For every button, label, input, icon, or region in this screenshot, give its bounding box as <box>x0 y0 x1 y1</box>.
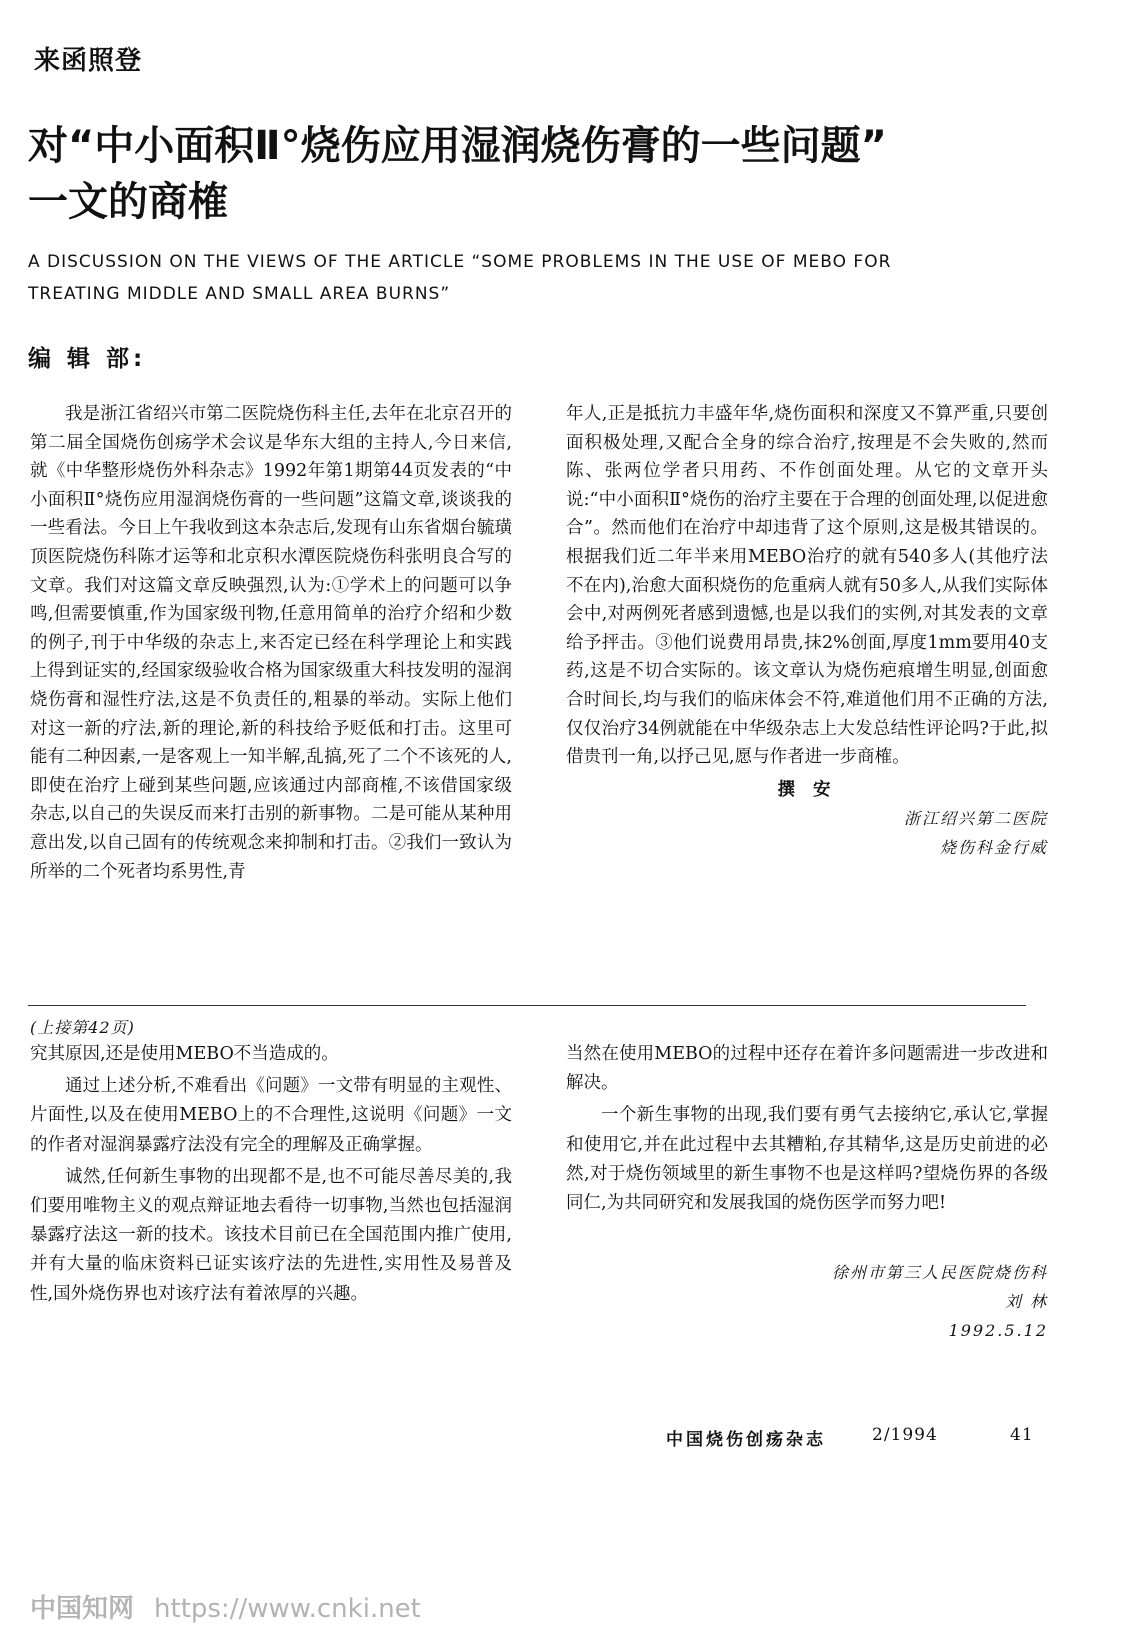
article-title-line2: 一文的商榷 <box>28 179 228 225</box>
cnki-url: https://www.cnki.net <box>154 1594 421 1624</box>
cnki-logo: 中国知网 <box>30 1594 135 1624</box>
letter2-right-column <box>566 1040 1048 1345</box>
english-title <box>28 246 1118 310</box>
addressee: 编 辑 部: <box>28 346 147 372</box>
english-title-line1: A DISCUSSION ON THE VIEWS OF THE ARTICLE “SOME PROBLEMS IN THE USE OF MEBO FOR <box>28 252 892 272</box>
letter2-date: 1992.5.12 <box>948 1321 1048 1341</box>
letter2-signature-author: 刘 林 <box>1004 1292 1048 1312</box>
letter1-right-paragraph: 年人,正是抵抗力丰盛年华,烧伤面积和深度又不算严重,只要创面积极处理,又配合全身的综合治疗,按理是不会失败的,然而陈、张两位学者只用药、不作创面处理。从它的文章开头说:“中小面积Ⅱ°烧伤的治疗主要在于合理的创面处理,以促进愈合”。然而他们在治疗中却违背了这个原则,这是极其错误的。根据我们近二年半来用MEBO治疗的就有540多人(其他疗法不在内),治愈大面积烧伤的危重病人就有50多人,从我们实际体会中,对两例死者感到遗憾,也是以我们的实例,对其发表的文章给予抨击。③他们说费用昂贵,抹2%创面,厚度1mm要用40支药,这是不切合实际的。该文章认为烧伤疤痕增生明显,创面愈合时间长,均与我们的临床体会不符,难道他们用不正确的方法,仅仅治疗34例就能在中华级杂志上大发总结性评论吗?于此,拟借贵刊一角,以抒己见,愿与作者进一步商榷。 <box>566 404 1048 768</box>
letter2-right-paragraph-1: 当然在使用MEBO的过程中还存在着许多问题需进一步改进和解决。 <box>566 1044 1048 1094</box>
section-tag: 来函照登 <box>34 46 143 76</box>
letter2-right-paragraph-2: 一个新生事物的出现,我们要有勇气去接纳它,承认它,掌握和使用它,并在此过程中去其糟粕,存其精华,这是历史前进的必然,对于烧伤领域里的新生事物不也是这样吗?望烧伤界的各级同仁,为共同研究和发展我国的烧伤医学而努力吧! <box>566 1105 1048 1214</box>
letter1-signature-author: 烧伤科金行威 <box>939 838 1048 858</box>
letter2-left-paragraph-1: 究其原因,还是使用MEBO不当造成的。 <box>30 1044 339 1064</box>
letter1-right-column <box>566 400 1048 862</box>
letter1-left-column <box>30 400 512 886</box>
letter1-signature-hospital: 浙江绍兴第二医院 <box>903 809 1048 829</box>
letter2-left-paragraph-2: 通过上述分析,不难看出《问题》一文带有明显的主观性、片面性,以及在使用MEBO上的不合理性,这说明《问题》一文的作者对湿润暴露疗法没有完全的理解及正确掌握。 <box>30 1076 512 1155</box>
article-title <box>28 118 1118 230</box>
footer-journal-name: 中国烧伤创疡杂志 <box>666 1430 826 1450</box>
letter1-closing: 撰 安 <box>777 779 837 800</box>
continued-note: (上接第42页) <box>30 1018 135 1037</box>
footer-page-number: 41 <box>1010 1425 1034 1445</box>
english-title-line2: TREATING MIDDLE AND SMALL AREA BURNS” <box>28 284 451 304</box>
letter1-left-paragraph: 我是浙江省绍兴市第二医院烧伤科主任,去年在北京召开的第二届全国烧伤创疡学术会议是华东大组的主持人,今日来信,就《中华整形烧伤外科杂志》1992年第1期第44页发表的“中小面积Ⅱ°烧伤应用湿润烧伤膏的一些问题”这篇文章,谈谈我的一些看法。今日上午我收到这本杂志后,发现有山东省烟台毓璜顶医院烧伤科陈才运等和北京积水潭医院烧伤科张明良合写的文章。我们对这篇文章反映强烈,认为:①学术上的问题可以争鸣,但需要慎重,作为国家级刊物,任意用简单的治疗介绍和少数的例子,刊于中华级的杂志上,来否定已经在科学理论上和实践上得到证实的,经国家级验收合格为国家级重大科技发明的湿润烧伤膏和湿性疗法,这是不负责任的,粗暴的举动。实际上他们对这一新的疗法,新的理论,新的科技给予贬低和打击。这里可能有二种因素,一是客观上一知半解,乱搞,死了二个不该死的人,即使在治疗上碰到某些问题,应该通过内部商榷,不该借国家级杂志,以自己的失误反而来打击别的新事物。二是可能从某种用意出发,以自己固有的传统观念来抑制和打击。②我们一致认为所举的二个死者均系男性,青 <box>30 404 512 882</box>
letter2-signature-hospital: 徐州市第三人民医院烧伤科 <box>831 1263 1048 1283</box>
letter2-left-paragraph-3: 诚然,任何新生事物的出现都不是,也不可能尽善尽美的,我们要用唯物主义的观点辩证地去看待一切事物,当然也包括湿润暴露疗法这一新的技术。该技术目前已在全国范围内推广使用,并有大量的临床资料已证实该疗法的先进性,实用性及易普及性,国外烧伤界也对该疗法有着浓厚的兴趣。 <box>30 1166 512 1304</box>
letter2-left-column <box>30 1040 512 1309</box>
article-title-line1: 对“中小面积Ⅱ°烧伤应用湿润烧伤膏的一些问题” <box>28 123 887 169</box>
footer-issue: 2/1994 <box>872 1425 938 1445</box>
section-divider <box>28 1005 1026 1006</box>
cnki-watermark <box>30 1588 421 1625</box>
